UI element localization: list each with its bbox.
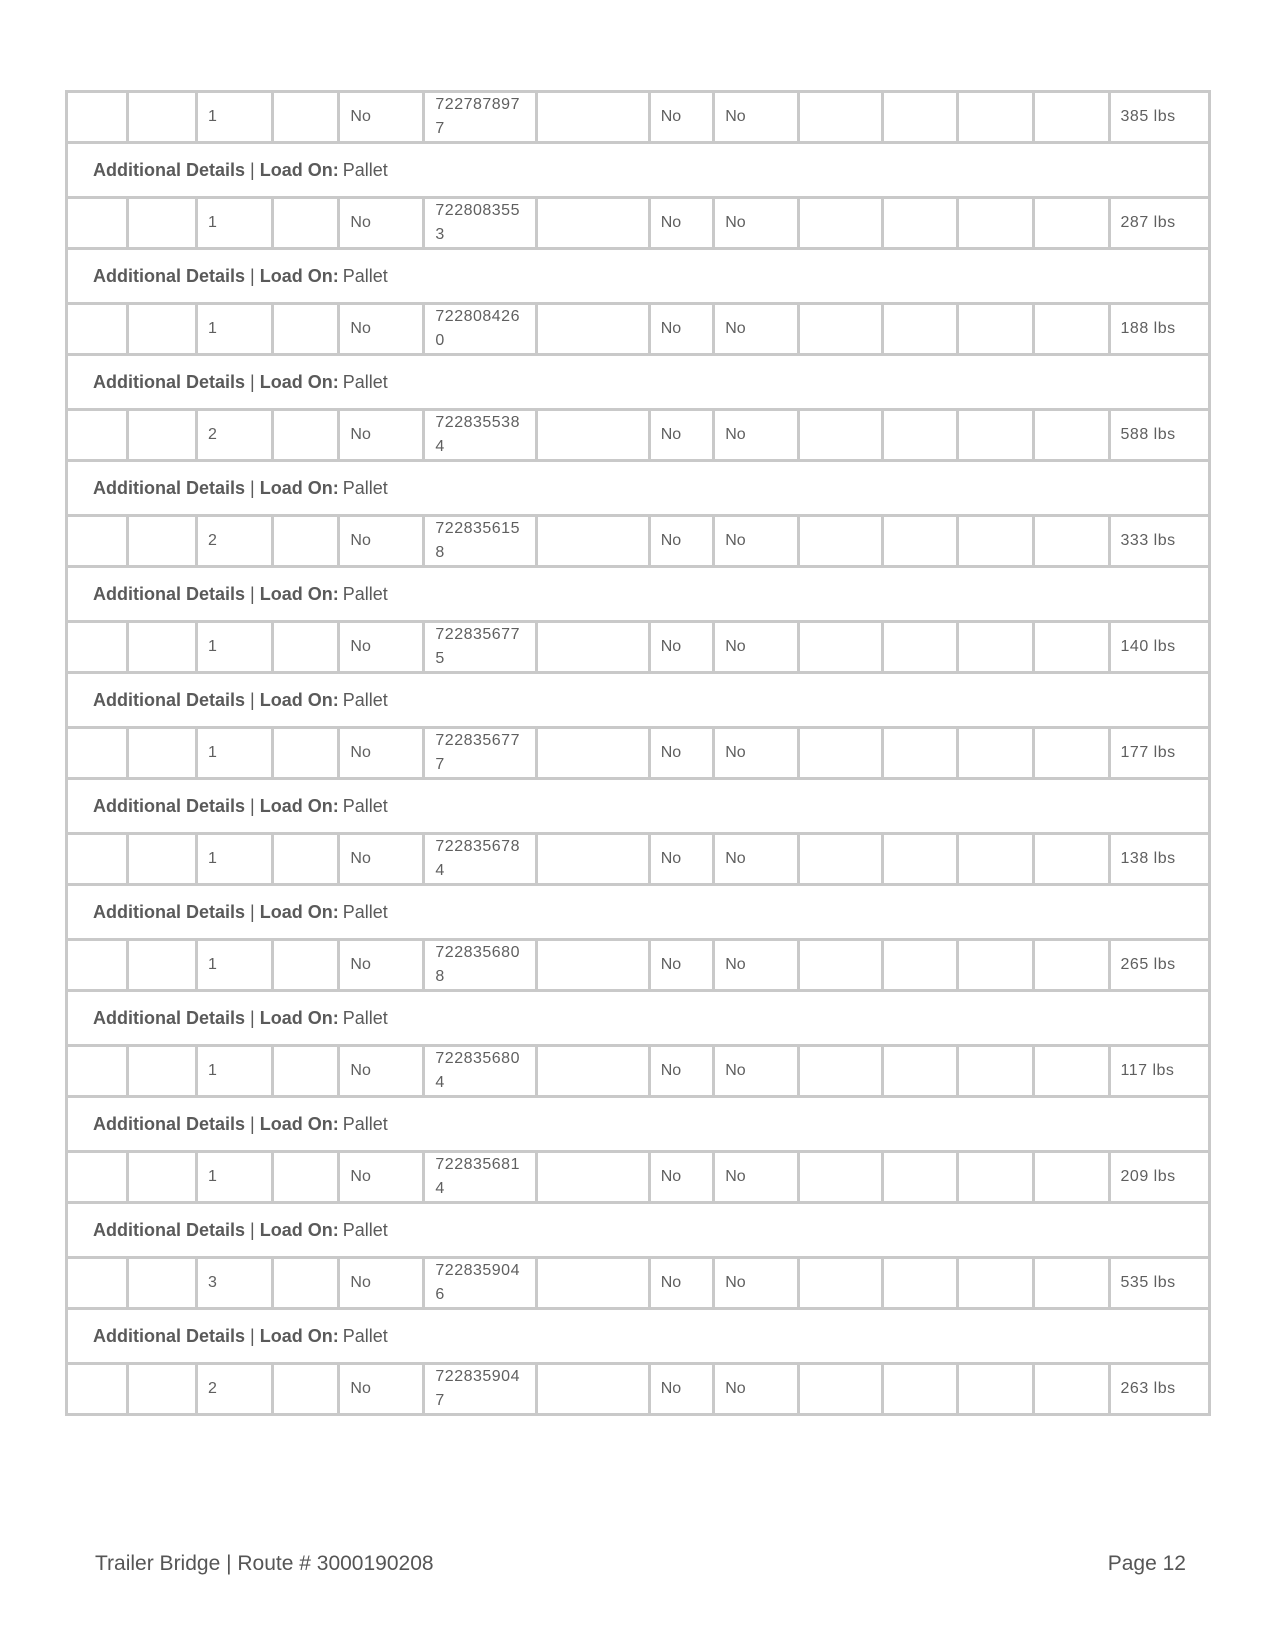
load-on-label: Load On: [259, 1007, 339, 1028]
pro-number-cell: 7228356775 [424, 622, 537, 673]
footer-route: Trailer Bridge | Route # 3000190208 [95, 1552, 434, 1575]
appointment-cell: No [714, 622, 799, 673]
empty-cell [272, 92, 339, 143]
additional-details-cell [67, 1309, 1210, 1364]
additional-details-row [67, 991, 1210, 1046]
empty-cell [1033, 304, 1109, 355]
empty-cell [67, 304, 128, 355]
empty-cell [883, 622, 958, 673]
empty-cell [537, 304, 650, 355]
empty-cell [67, 198, 128, 249]
additional-details-label: Additional Details [93, 477, 246, 498]
hazmat-cell: No [339, 622, 424, 673]
pro-number-cell: 7228356808 [424, 940, 537, 991]
empty-cell [272, 516, 339, 567]
empty-cell [128, 516, 197, 567]
load-on-value: Pallet [342, 583, 388, 604]
weight-cell: 535 lbs [1109, 1258, 1209, 1309]
load-on-value: Pallet [342, 1007, 388, 1028]
empty-cell [272, 1258, 339, 1309]
pro-number-cell: 7228356814 [424, 1152, 537, 1203]
empty-cell [272, 1152, 339, 1203]
empty-cell [272, 728, 339, 779]
additional-details-cell [67, 461, 1210, 516]
table-body [67, 92, 1210, 1415]
quantity-cell: 1 [197, 622, 273, 673]
pro-number-cell: 7228084260 [424, 304, 537, 355]
table-row [67, 92, 1210, 143]
empty-cell [799, 304, 883, 355]
empty-cell [67, 622, 128, 673]
empty-cell [799, 92, 883, 143]
weight-cell: 385 lbs [1109, 92, 1209, 143]
load-on-label: Load On: [259, 1113, 339, 1134]
empty-cell [537, 1258, 650, 1309]
table-row [67, 834, 1210, 885]
appointment-cell: No [714, 728, 799, 779]
additional-details-cell [67, 779, 1210, 834]
empty-cell [128, 728, 197, 779]
empty-cell [128, 410, 197, 461]
liftgate-cell: No [649, 834, 714, 885]
details-separator: | [245, 371, 260, 392]
additional-details-label: Additional Details [93, 901, 246, 922]
liftgate-cell: No [649, 622, 714, 673]
liftgate-cell: No [649, 1258, 714, 1309]
empty-cell [883, 940, 958, 991]
empty-cell [799, 1152, 883, 1203]
hazmat-cell: No [339, 198, 424, 249]
appointment-cell: No [714, 1258, 799, 1309]
empty-cell [799, 1258, 883, 1309]
empty-cell [128, 940, 197, 991]
empty-cell [537, 622, 650, 673]
empty-cell [1033, 516, 1109, 567]
hazmat-cell: No [339, 1152, 424, 1203]
empty-cell [272, 198, 339, 249]
table-row [67, 1258, 1210, 1309]
empty-cell [799, 834, 883, 885]
table-row [67, 410, 1210, 461]
empty-cell [67, 1046, 128, 1097]
shipment-table [65, 90, 1211, 1416]
appointment-cell: No [714, 92, 799, 143]
quantity-cell: 1 [197, 1046, 273, 1097]
empty-cell [799, 516, 883, 567]
additional-details-label: Additional Details [93, 1219, 246, 1240]
load-on-label: Load On: [259, 1219, 339, 1240]
weight-cell: 138 lbs [1109, 834, 1209, 885]
weight-cell: 588 lbs [1109, 410, 1209, 461]
empty-cell [272, 304, 339, 355]
table-row [67, 516, 1210, 567]
additional-details-row [67, 1203, 1210, 1258]
empty-cell [883, 516, 958, 567]
hazmat-cell: No [339, 1364, 424, 1415]
empty-cell [1033, 1152, 1109, 1203]
appointment-cell: No [714, 1364, 799, 1415]
empty-cell [957, 410, 1033, 461]
pro-number-cell: 7228356158 [424, 516, 537, 567]
additional-details-cell [67, 249, 1210, 304]
additional-details-row [67, 567, 1210, 622]
load-on-value: Pallet [342, 265, 388, 286]
additional-details-row [67, 249, 1210, 304]
empty-cell [883, 198, 958, 249]
empty-cell [957, 516, 1033, 567]
empty-cell [537, 834, 650, 885]
empty-cell [537, 728, 650, 779]
liftgate-cell: No [649, 1152, 714, 1203]
quantity-cell: 1 [197, 1152, 273, 1203]
hazmat-cell: No [339, 728, 424, 779]
additional-details-label: Additional Details [93, 689, 246, 710]
details-separator: | [245, 583, 260, 604]
hazmat-cell: No [339, 1258, 424, 1309]
appointment-cell: No [714, 834, 799, 885]
load-on-value: Pallet [342, 689, 388, 710]
empty-cell [799, 410, 883, 461]
details-separator: | [245, 477, 260, 498]
appointment-cell: No [714, 1152, 799, 1203]
hazmat-cell: No [339, 92, 424, 143]
empty-cell [67, 728, 128, 779]
empty-cell [883, 410, 958, 461]
empty-cell [67, 92, 128, 143]
load-on-value: Pallet [342, 477, 388, 498]
additional-details-row [67, 461, 1210, 516]
empty-cell [128, 1364, 197, 1415]
hazmat-cell: No [339, 304, 424, 355]
hazmat-cell: No [339, 940, 424, 991]
empty-cell [957, 198, 1033, 249]
details-separator: | [245, 1219, 260, 1240]
empty-cell [883, 1364, 958, 1415]
additional-details-cell [67, 1097, 1210, 1152]
quantity-cell: 1 [197, 198, 273, 249]
pro-number-cell: 7228356804 [424, 1046, 537, 1097]
pro-number-cell: 7228359047 [424, 1364, 537, 1415]
empty-cell [1033, 728, 1109, 779]
empty-cell [272, 1364, 339, 1415]
empty-cell [272, 410, 339, 461]
empty-cell [537, 92, 650, 143]
additional-details-row [67, 779, 1210, 834]
empty-cell [67, 410, 128, 461]
load-on-value: Pallet [342, 1113, 388, 1134]
load-on-label: Load On: [259, 901, 339, 922]
empty-cell [799, 622, 883, 673]
quantity-cell: 1 [197, 834, 273, 885]
load-on-value: Pallet [342, 159, 388, 180]
empty-cell [1033, 410, 1109, 461]
table-row [67, 1046, 1210, 1097]
empty-cell [883, 728, 958, 779]
empty-cell [799, 1046, 883, 1097]
weight-cell: 263 lbs [1109, 1364, 1209, 1415]
load-on-value: Pallet [342, 795, 388, 816]
empty-cell [957, 1364, 1033, 1415]
pro-number-cell: 7227878977 [424, 92, 537, 143]
load-on-value: Pallet [342, 1325, 388, 1346]
weight-cell: 117 lbs [1109, 1046, 1209, 1097]
liftgate-cell: No [649, 940, 714, 991]
table-row [67, 622, 1210, 673]
appointment-cell: No [714, 198, 799, 249]
load-on-label: Load On: [259, 477, 339, 498]
empty-cell [957, 622, 1033, 673]
weight-cell: 265 lbs [1109, 940, 1209, 991]
empty-cell [272, 622, 339, 673]
additional-details-row [67, 355, 1210, 410]
additional-details-label: Additional Details [93, 265, 246, 286]
additional-details-cell [67, 991, 1210, 1046]
liftgate-cell: No [649, 728, 714, 779]
additional-details-cell [67, 567, 1210, 622]
liftgate-cell: No [649, 1364, 714, 1415]
empty-cell [883, 304, 958, 355]
quantity-cell: 1 [197, 92, 273, 143]
weight-cell: 333 lbs [1109, 516, 1209, 567]
appointment-cell: No [714, 304, 799, 355]
empty-cell [537, 940, 650, 991]
table-row [67, 728, 1210, 779]
empty-cell [128, 1152, 197, 1203]
table-row [67, 1364, 1210, 1415]
liftgate-cell: No [649, 304, 714, 355]
load-on-value: Pallet [342, 901, 388, 922]
quantity-cell: 2 [197, 410, 273, 461]
empty-cell [1033, 1364, 1109, 1415]
empty-cell [537, 410, 650, 461]
additional-details-cell [67, 885, 1210, 940]
additional-details-row [67, 673, 1210, 728]
hazmat-cell: No [339, 834, 424, 885]
additional-details-label: Additional Details [93, 159, 246, 180]
appointment-cell: No [714, 1046, 799, 1097]
empty-cell [128, 304, 197, 355]
appointment-cell: No [714, 410, 799, 461]
empty-cell [128, 834, 197, 885]
empty-cell [67, 834, 128, 885]
empty-cell [537, 1152, 650, 1203]
details-separator: | [245, 689, 260, 710]
load-on-label: Load On: [259, 1325, 339, 1346]
empty-cell [1033, 92, 1109, 143]
table-row [67, 940, 1210, 991]
quantity-cell: 1 [197, 940, 273, 991]
weight-cell: 177 lbs [1109, 728, 1209, 779]
empty-cell [67, 1258, 128, 1309]
additional-details-label: Additional Details [93, 583, 246, 604]
weight-cell: 140 lbs [1109, 622, 1209, 673]
quantity-cell: 3 [197, 1258, 273, 1309]
load-on-label: Load On: [259, 583, 339, 604]
empty-cell [883, 1152, 958, 1203]
load-on-label: Load On: [259, 795, 339, 816]
empty-cell [128, 92, 197, 143]
table-row [67, 1152, 1210, 1203]
additional-details-label: Additional Details [93, 795, 246, 816]
page-number: Page 12 [1107, 1552, 1186, 1575]
hazmat-cell: No [339, 1046, 424, 1097]
load-on-value: Pallet [342, 1219, 388, 1240]
empty-cell [128, 1046, 197, 1097]
liftgate-cell: No [649, 1046, 714, 1097]
empty-cell [128, 1258, 197, 1309]
details-separator: | [245, 1325, 260, 1346]
liftgate-cell: No [649, 92, 714, 143]
additional-details-label: Additional Details [93, 371, 246, 392]
appointment-cell: No [714, 516, 799, 567]
appointment-cell: No [714, 940, 799, 991]
quantity-cell: 1 [197, 304, 273, 355]
empty-cell [1033, 622, 1109, 673]
empty-cell [957, 1258, 1033, 1309]
liftgate-cell: No [649, 516, 714, 567]
load-on-value: Pallet [342, 371, 388, 392]
additional-details-cell [67, 1203, 1210, 1258]
quantity-cell: 2 [197, 1364, 273, 1415]
additional-details-label: Additional Details [93, 1325, 246, 1346]
empty-cell [957, 92, 1033, 143]
details-separator: | [245, 795, 260, 816]
empty-cell [272, 834, 339, 885]
load-on-label: Load On: [259, 265, 339, 286]
empty-cell [1033, 940, 1109, 991]
empty-cell [883, 1258, 958, 1309]
empty-cell [957, 940, 1033, 991]
empty-cell [67, 516, 128, 567]
additional-details-row [67, 885, 1210, 940]
empty-cell [537, 516, 650, 567]
load-on-label: Load On: [259, 159, 339, 180]
empty-cell [1033, 1258, 1109, 1309]
additional-details-row [67, 1097, 1210, 1152]
empty-cell [883, 1046, 958, 1097]
additional-details-cell [67, 673, 1210, 728]
weight-cell: 188 lbs [1109, 304, 1209, 355]
empty-cell [957, 1046, 1033, 1097]
hazmat-cell: No [339, 516, 424, 567]
empty-cell [883, 92, 958, 143]
load-on-label: Load On: [259, 371, 339, 392]
quantity-cell: 2 [197, 516, 273, 567]
weight-cell: 287 lbs [1109, 198, 1209, 249]
additional-details-label: Additional Details [93, 1113, 246, 1134]
liftgate-cell: No [649, 410, 714, 461]
details-separator: | [245, 1113, 260, 1134]
details-separator: | [245, 1007, 260, 1028]
weight-cell: 209 lbs [1109, 1152, 1209, 1203]
empty-cell [1033, 1046, 1109, 1097]
additional-details-row [67, 1309, 1210, 1364]
additional-details-row [67, 143, 1210, 198]
empty-cell [67, 1364, 128, 1415]
additional-details-cell [67, 143, 1210, 198]
empty-cell [1033, 198, 1109, 249]
empty-cell [957, 834, 1033, 885]
hazmat-cell: No [339, 410, 424, 461]
pro-number-cell: 7228355384 [424, 410, 537, 461]
load-on-label: Load On: [259, 689, 339, 710]
details-separator: | [245, 901, 260, 922]
empty-cell [67, 940, 128, 991]
pro-number-cell: 7228356777 [424, 728, 537, 779]
empty-cell [537, 198, 650, 249]
empty-cell [799, 198, 883, 249]
empty-cell [272, 940, 339, 991]
additional-details-cell [67, 355, 1210, 410]
empty-cell [537, 1046, 650, 1097]
details-separator: | [245, 265, 260, 286]
table-row [67, 198, 1210, 249]
empty-cell [799, 940, 883, 991]
empty-cell [799, 1364, 883, 1415]
empty-cell [799, 728, 883, 779]
empty-cell [883, 834, 958, 885]
empty-cell [67, 1152, 128, 1203]
empty-cell [128, 622, 197, 673]
additional-details-label: Additional Details [93, 1007, 246, 1028]
empty-cell [128, 198, 197, 249]
pro-number-cell: 7228083553 [424, 198, 537, 249]
empty-cell [957, 1152, 1033, 1203]
empty-cell [537, 1364, 650, 1415]
empty-cell [957, 304, 1033, 355]
empty-cell [272, 1046, 339, 1097]
liftgate-cell: No [649, 198, 714, 249]
empty-cell [1033, 834, 1109, 885]
table-row [67, 304, 1210, 355]
pro-number-cell: 7228356784 [424, 834, 537, 885]
empty-cell [957, 728, 1033, 779]
details-separator: | [245, 159, 260, 180]
quantity-cell: 1 [197, 728, 273, 779]
pro-number-cell: 7228359046 [424, 1258, 537, 1309]
